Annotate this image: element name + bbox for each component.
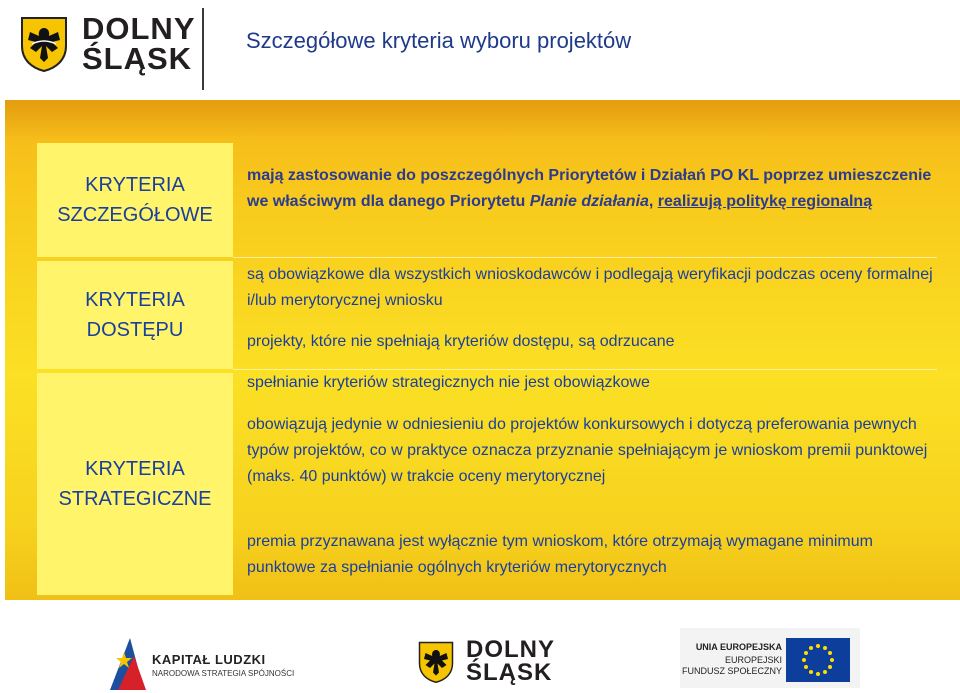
brand-wordmark-footer xyxy=(466,638,555,684)
text-part2: , xyxy=(648,193,658,210)
eu-logo xyxy=(680,628,860,688)
brand-line1: DOLNY xyxy=(466,636,555,663)
row-text-strategiczne-3: premia przyznawana jest wyłącznie tym wnioskom, które otrzymają wymagane minimum punktowe za spełnianie ogólnych kryteriów merytorycznych xyxy=(247,533,873,576)
eagle-shield-icon xyxy=(418,640,454,684)
dolny-slask-logo-footer xyxy=(418,636,568,686)
label-cell-dostepu xyxy=(37,261,233,369)
row-divider xyxy=(233,257,937,258)
kapital-ludzki-title: KAPITAŁ LUDZKI xyxy=(152,652,266,667)
eu-line2: EUROPEJSKI xyxy=(724,655,782,665)
label-line2: SZCZEGÓŁOWE xyxy=(57,204,213,226)
row-text-dostepu-1: są obowiązkowe dla wszystkich wnioskodawców i podlegają weryfikacji podczas oceny formalnej i/lub merytorycznej wniosku xyxy=(247,266,933,309)
eagle-shield-icon xyxy=(20,16,68,72)
text-part1: mają zastosowanie do poszczególnych Priorytetów i Działań PO KL poprzez umieszczenie we właściwym dla danego Priorytetu xyxy=(247,167,932,210)
label-line2: STRATEGICZNE xyxy=(58,488,212,510)
brand-wordmark xyxy=(82,11,196,76)
label-line1: KRYTERIA xyxy=(85,174,185,196)
eu-flag-icon xyxy=(786,638,850,682)
text-italic: Planie działania xyxy=(529,193,649,210)
label-line1: KRYTERIA xyxy=(85,458,185,480)
brand-line2: ŚLĄSK xyxy=(466,659,553,686)
page-title: Szczegółowe kryteria wyboru projektów xyxy=(246,28,632,53)
dolny-slask-logo xyxy=(20,11,196,76)
eu-line1: UNIA EUROPEJSKA xyxy=(695,642,782,652)
row-text-szczegolowe xyxy=(247,163,937,215)
label-cell-strategiczne xyxy=(37,373,233,595)
label-line1: KRYTERIA xyxy=(85,289,185,311)
brand-line2: ŚLĄSK xyxy=(82,41,193,76)
eu-line3: FUNDUSZ SPOŁECZNY xyxy=(681,666,782,676)
text-underlined: realizują politykę regionalną xyxy=(657,193,873,210)
content-band xyxy=(5,100,960,600)
label-line2: DOSTĘPU xyxy=(86,319,184,341)
header-divider xyxy=(202,8,204,90)
header xyxy=(0,0,960,100)
kapital-ludzki-subtitle: NARODOWA STRATEGIA SPÓJNOŚCI xyxy=(152,669,295,678)
row-text-strategiczne-1: spełnianie kryteriów strategicznych nie jest obowiązkowe xyxy=(247,374,650,391)
row-text-dostepu-2: projekty, które nie spełniają kryteriów dostępu, są odrzucane xyxy=(247,333,675,350)
band-shade xyxy=(5,100,960,140)
brand-line1: DOLNY xyxy=(82,11,196,46)
label-cell-szczegolowe xyxy=(37,143,233,257)
row-text-strategiczne-2: obowiązują jedynie w odniesieniu do projektów konkursowych i dotyczą preferowania pewnych typów projektów, co w praktyce oznacza przyznanie spełniającym je wnioskom premii punktowej (maks. 40 punktów) w trakcie oceny merytorycznej xyxy=(247,416,928,485)
criteria-table xyxy=(37,143,937,595)
